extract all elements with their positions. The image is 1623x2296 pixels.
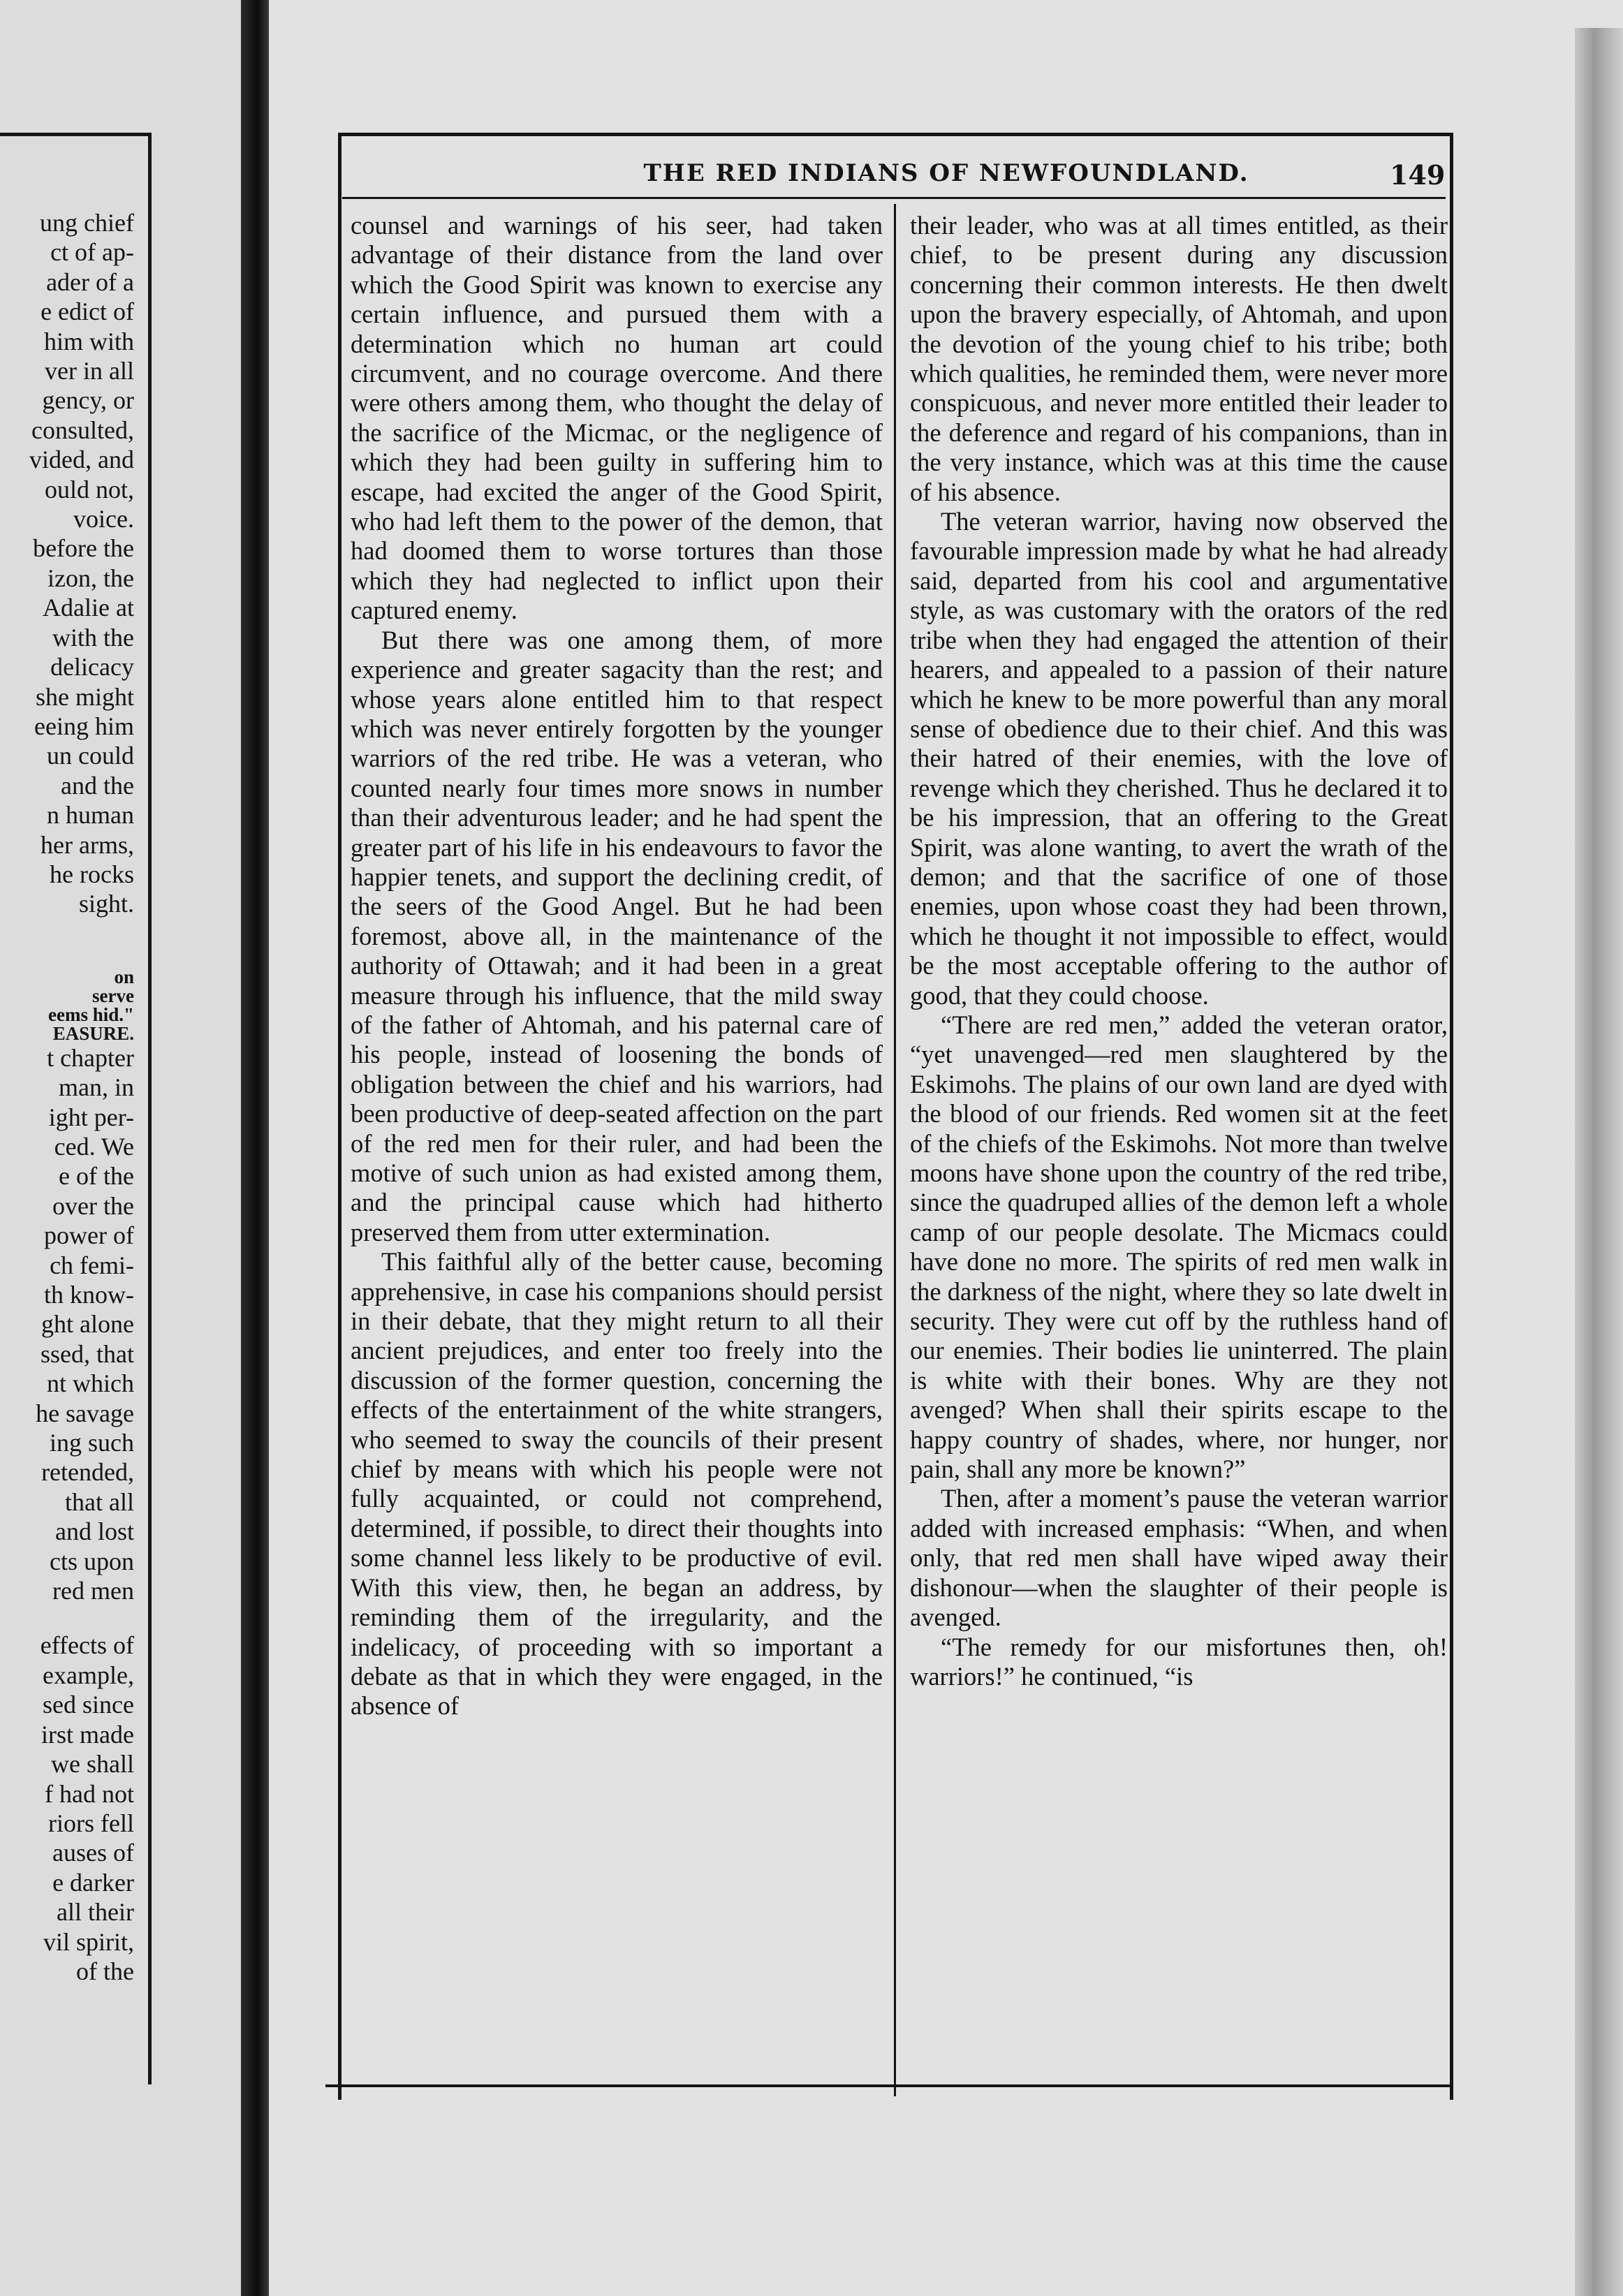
- header-rule: [342, 197, 1446, 199]
- left-fragment-line: her arms,: [41, 830, 134, 859]
- left-fragment-line: red men: [52, 1577, 134, 1605]
- left-fragment-line: that all: [65, 1487, 134, 1516]
- left-fragment-line: irst made: [41, 1720, 134, 1749]
- left-fragment-line: of the: [76, 1957, 134, 1985]
- left-fragment-line: ght alone: [41, 1310, 134, 1339]
- left-fragment-line: and the: [61, 771, 134, 800]
- left-fragment-line: ssed, that: [41, 1339, 134, 1368]
- left-fragment-line: ct of ap-: [50, 238, 134, 267]
- left-fragment-line: man, in: [59, 1073, 134, 1102]
- left-fragment-line: all their: [57, 1898, 134, 1927]
- page-edge: [1575, 28, 1623, 2296]
- left-fragment-line: ight per-: [48, 1103, 134, 1131]
- left-fragment-line: and lost: [55, 1517, 134, 1546]
- left-fragment-line: he rocks: [50, 860, 134, 888]
- left-page: [0, 0, 241, 2296]
- left-fragment-line: example,: [43, 1661, 134, 1689]
- left-fragment-line: eems hid.": [48, 1003, 134, 1025]
- left-fragment-line: ader of a: [46, 267, 134, 296]
- left-fragment-line: before the: [33, 534, 134, 563]
- left-fragment-line: retended,: [41, 1458, 134, 1487]
- left-fragment-line: Adalie at: [43, 594, 134, 622]
- paragraph: Then, after a moment’s pause the veteran warrior added with increased emphasis: “When, and when only, that red men shall have wiped away their dishonour—when the slaughter of their people is avenged.: [910, 1484, 1448, 1632]
- paragraph: “There are red men,” added the veteran orator, “yet unavenged—red men slaughtered by the Eskimohs. The plains of our own land are dyed with the blood of our friends. Red women sit at the feet of the chiefs of the Eskimohs. Not more than twelve moons have shone upon the country of the red tribe, since the quadruped allies of the demon left a whole camp of our people desolate. The Micmacs could have done no more. The spirits of red men walk in the darkness of the night, where they so late dwelt in security. They were cut off by the ruthless hand of our enemies. Their bodies lie uninterred. The plain is white with their bones. Why are they not avenged? When shall their spirits escape to the happy country of shades, where, nor hunger, nor pain, shall any more be known?”: [910, 1010, 1448, 1484]
- left-fragment-line: e of the: [59, 1162, 134, 1191]
- paragraph: The veteran warrior, having now observed the favourable impression made by what he had already said, departed from his cool and argumentative style, as was customary with the orators of the red tribe when they had engaged the attention of their hearers, and appealed to a passion of their nature which he knew to be more powerful than any moral sense of obedience due to their chief. And this was their hatred of their enemies, with the love of revenge which they cherished. Thus he declared it to be his impression, that an offering to the Great Spirit, was alone wanting, to avert the wrath of the demon; and that the sacrifice of one of those enemies, upon whose coast they had been thrown, which he thought it not impossible to effect, would be the most acceptable offering to the author of good, that they could choose.: [910, 507, 1448, 1010]
- left-gap: [0, 1605, 134, 1631]
- column-divider: [894, 204, 896, 2096]
- left-fragment-line: auses of: [52, 1839, 134, 1867]
- book-gutter: [241, 0, 269, 2296]
- paragraph: counsel and warnings of his seer, had taken advantage of their distance from the land over which the Good Spirit was known to exercise any certain influence, and pursued them with a determination which no human art could circumvent, and no courage overcome. And there were others among them, who thought the delay of the sacrifice of the Micmac, or the negligence of which they had been guilty in suffering him to escape, had excited the anger of the Good Spirit, who had left them to the power of the demon, that had doomed them to worse tortures than those which they had neglected to inflict upon their captured enemy.: [351, 211, 883, 625]
- left-fragment-line: over the: [52, 1191, 134, 1220]
- left-fragment-line: th know-: [44, 1281, 134, 1309]
- left-fragment-line: ing such: [50, 1429, 134, 1457]
- left-fragment-line: serve: [92, 985, 134, 1006]
- left-page-column: [0, 208, 134, 2093]
- left-fragment-line: on: [114, 966, 134, 987]
- left-fragment-line: delicacy: [50, 653, 134, 682]
- left-fragment-line: ould not,: [44, 475, 134, 503]
- left-fragment-line: ung chief: [40, 209, 134, 237]
- left-fragment-line: un could: [47, 742, 134, 770]
- left-fragment-line: e darker: [52, 1868, 134, 1897]
- left-fragment-line: vided, and: [29, 446, 134, 474]
- left-fragment-line: n human: [47, 801, 134, 830]
- left-fragment-line: sed since: [43, 1691, 134, 1719]
- paragraph: their leader, who was at all times entitled, as their chief, to be present during any discussion concerning their common interests. He then dwelt upon the bravery especially, of Ahtomah, and upon the devotion of the young chief to his tribe; both which qualities, he reminded them, were never more conspicuous, and never more entitled their leader to the deference and regard of his companions, than in the very instance, which was at this time the cause of his absence.: [910, 211, 1448, 506]
- left-fragment-line: cts upon: [50, 1547, 134, 1575]
- left-fragment-line: izon, the: [47, 564, 134, 592]
- paragraph: “The remedy for our misfortunes then, oh! warriors!” he continued, “is: [910, 1632, 1448, 1691]
- left-fragment-line: we shall: [51, 1750, 134, 1779]
- left-fragment-line: t chapter: [47, 1043, 134, 1072]
- left-fragment-line: eeing him: [34, 712, 134, 740]
- left-fragment-line: power of: [44, 1221, 134, 1250]
- footer-rule: [325, 2084, 1450, 2087]
- text-column-left: [351, 211, 883, 1721]
- left-fragment-line: with the: [52, 623, 134, 652]
- left-fragment-line: f had not: [45, 1779, 134, 1808]
- left-fragment-line: vil spirit,: [43, 1927, 134, 1956]
- running-head: THE RED INDIANS OF NEWFOUNDLAND.: [643, 159, 1249, 187]
- left-fragment-line: ver in all: [45, 357, 134, 385]
- paragraph: But there was one among them, of more experience and greater sagacity than the rest; and whose years alone entitled him to that respect which was never entirely forgotten by the younger warriors of the red tribe. He was a veteran, who counted nearly four times more snows in number than their adventurous leader; and he had spent the greater part of his life in his endeavours to favor the happier tenets, and support the declining credit, of the seers of the Good Angel. But he had been foremost, above all, in the maintenance of the authority of Ottawah; and it had been in a great measure through his influence, that the mild sway of the father of Ahtomah, and his paternal care of his people, instead of loosening the bonds of obligation between the chief and his warriors, had been productive of deep-seated affection on the part of the red men for their ruler, and had been the motive of such union as had existed among them, and the principal cause which had hitherto preserved them from utter extermination.: [351, 625, 883, 1246]
- left-fragment-line: ced. We: [54, 1132, 134, 1161]
- text-column-right: [910, 211, 1448, 1691]
- left-fragment-line: voice.: [73, 505, 134, 533]
- left-fragment-line: consulted,: [31, 415, 134, 444]
- left-fragment-line: sight.: [78, 890, 134, 918]
- left-fragment-line: riors fell: [48, 1809, 134, 1837]
- left-fragment-line: she might: [36, 682, 134, 711]
- paragraph: This faithful ally of the better cause, becoming apprehensive, in case his companions should persist in their debate, that they might return to all their ancient prejudices, and enter too freely into the discussion of the former question, concerning the effects of the entertainment of the white strangers, who seemed to sway the councils of their present chief by means with which his people were not fully acquainted, or could not comprehend, determined, if possible, to direct their thoughts into some channel less likely to be productive of evil. With this view, then, he began an address, by reminding them of the irregularity, and the indelicacy, of proceeding with so important a debate as that in which they were engaged, in the absence of: [351, 1247, 883, 1721]
- left-fragment-line: him with: [43, 327, 134, 355]
- left-fragment-line: e edict of: [41, 297, 134, 326]
- left-fragment-line: he savage: [36, 1399, 134, 1427]
- left-fragment-line: nt which: [47, 1369, 134, 1398]
- left-gap: [0, 919, 134, 968]
- left-fragment-line: effects of: [40, 1631, 134, 1660]
- left-fragment-line: gency, or: [42, 386, 134, 415]
- page-number: 149: [1390, 159, 1446, 191]
- left-fragment-line: EASURE.: [52, 1022, 134, 1044]
- left-fragment-line: ch femi-: [50, 1251, 134, 1279]
